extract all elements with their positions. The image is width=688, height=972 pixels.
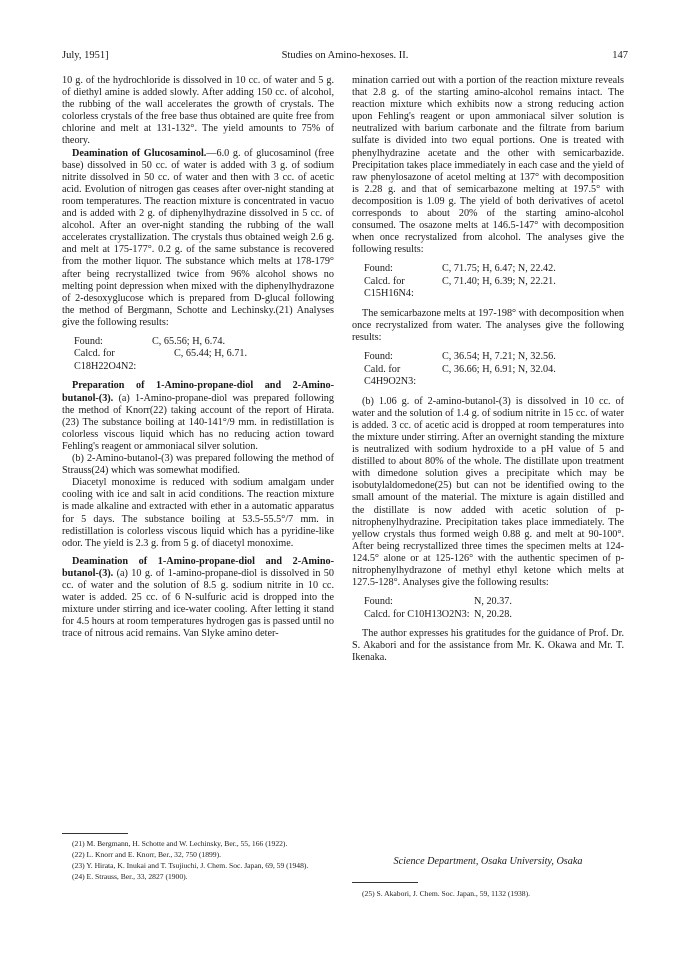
result-row: Found: C, 71.75; H, 6.47; N, 22.42. bbox=[364, 263, 556, 275]
left-column bbox=[62, 75, 334, 640]
section-heading: Deamination of Glucosaminol. bbox=[72, 147, 207, 159]
footnote-21: (21) M. Bergmann, H. Schotte and W. Lechinsky, Ber., 55, 166 (1922). bbox=[72, 839, 288, 848]
result-row: Found: C, 65.56; H, 6.74. bbox=[74, 335, 226, 347]
paragraph-acknowledgement: The author expresses his gratitudes for the guidance of Prof. Dr. S. Akabori and for the assistance from Mr. K. Okawa and Mr. T. Ikenaka. bbox=[352, 628, 624, 664]
right-column bbox=[352, 75, 624, 664]
footnotes-left bbox=[62, 838, 334, 882]
footnote-22: (22) L. Knorr and E. Knorr, Ber., 32, 750 (1899). bbox=[72, 850, 222, 859]
paragraph-prep-b: (b) 2-Amino-butanol-(3) was prepared following the method of Strauss(24) which was somewhat modified. bbox=[62, 453, 334, 477]
header-running-title: Studies on Amino-hexoses. II. bbox=[281, 50, 409, 61]
result-row: Calcd. for C10H13O2N3: N, 20.28. bbox=[364, 608, 512, 620]
paragraph-free-base: 10 g. of the hydrochloride is dissolved in 10 cc. of water and 5 g. of diethyl amine is added slowly. After adding 150 cc. of alcohol, the rubbing of the wall accelerates the growth of crystals. The colorless crystals of the free base thus obtained are quite free from chlorine and melt at 131-132°. The yield amounts to 75% of theory. bbox=[62, 75, 334, 147]
result-row: Found: N, 20.37. bbox=[364, 596, 512, 608]
section-text: (a) 1-Amino-propane-diol was prepared following the method of Knorr(22) taking account of the report of Hirata.(23) The substance boiling at 140-141°/9 mm. in redistillation is colorless viscous liquid which has no reducing action toward Fehling's reagent or ammoniacal silver solution. bbox=[62, 392, 334, 452]
footnote-rule bbox=[352, 882, 418, 883]
paragraph-semicarbazone: The semicarbazone melts at 197-198° with decomposition when once recrystalized from water. The analyses give the following results: bbox=[352, 307, 624, 344]
footnote-rule bbox=[62, 833, 128, 834]
section-preparation bbox=[62, 380, 334, 453]
footnotes-right bbox=[352, 888, 624, 899]
paragraph-continuation: mination carried out with a portion of the reaction mixture reveals that 2.8 g. of the starting amino-alcohol remains intact. The reaction mixture which exhibits now a strong reducing action upon Fehling's reagent or upon ammoniacal silver solution is neutralized with barium carbonate and the filtrate from barium sulfate is divided into two equal portions. One is treated with phenylhydrazine acetate and the other with semicarbazide. Precipitation takes place immediately in each case and the yield of raw phenylosazone of acetol melting at 137° with decomposition is 2.28 g. and that of semicarbazone melting at 197.5° with decomposition is 1.09 g. The yield of both derivatives of acetol corresponds to about 20% of the starting amino-alcohol consumed. The osazone melts at 146.5-147° with decomposition when once recrystalized from alcohol. The analyses give the following results: bbox=[352, 75, 624, 256]
result-row: Cald. for C4H9O2N3: C, 36.66; H, 6.91; N, 32.04. bbox=[364, 363, 556, 388]
affiliation: Science Department, Osaka University, Osaka bbox=[393, 856, 583, 867]
section-heading: Preparation of 1-Amino-propane-diol and 2-Amino-butanol-(3). bbox=[62, 380, 334, 404]
footnote-23: (23) Y. Hirata, K. Inukai and T. Tsujiuchi, J. Chem. Soc. Japan, 69, 59 (1948). bbox=[72, 861, 309, 870]
section-deamination-amino-alcohols bbox=[62, 556, 334, 641]
running-header bbox=[62, 50, 628, 64]
analysis-results-4 bbox=[364, 596, 624, 621]
section-heading: Deamination of 1-Amino-propane-diol and 2-Amino-butanol-(3). bbox=[62, 555, 334, 579]
analysis-results-1 bbox=[74, 336, 334, 374]
result-row: Calcd. for C15H16N4: C, 71.40; H, 6.39; N, 22.21. bbox=[364, 275, 556, 300]
section-text: —6.0 g. of glucosaminol (free base) dissolved in 50 cc. of water is added with 3 g. of sodium nitrite dissolved in 50 cc. of water and then with 3 cc. of acetic acid. Evolution of nitrogen gas ceases after over-night standing at room temperatures. The reaction mixture is concentrated in vacuo and is added with 2 g. of diphenylhydrazine dissolved in 5 cc. of alcohol. After an over-night standing the rubbing of the wall accelerates crystallization. The crystals thus obtained weigh 2.6 g. and melt at 175-177°. 0.2 g. of the same substance is recovered from the mother liquor. The substance which melts at 178-179° after being recrystallized twice from 96% alcohol shows no melting point depression when mixed with the diphenylhydrazone of 2-desoxyglucose which is prepared from D-glucal following the method of Bergmann, Schotte and Lechinsky.(21) Analyses give the following results: bbox=[62, 147, 334, 328]
section-text: (a) 10 g. of 1-amino-propane-diol is dissolved in 50 cc. of water and the solution of 8.5 g. sodium nitrite in 10 cc. water is added. 25 cc. of 6 N-sulfuric acid is dropped into the mixture under stirring and ice-water cooling. After letting it stand for 4.5 hours at room temperatures hydrogen gas is passed until no trace of nitrous acid remains. Van Slyke amino deter- bbox=[62, 567, 334, 640]
result-row: Calcd. for C18H22O4N2: C, 65.44; H, 6.71. bbox=[74, 348, 248, 372]
analysis-results-2 bbox=[364, 263, 624, 301]
footnote-24: (24) E. Strauss, Ber., 33, 2827 (1900). bbox=[72, 872, 188, 881]
paragraph-prep-c: Diacetyl monoxime is reduced with sodium amalgam under cooling with ice and salt in acid conditions. The reaction mixture is made alkaline and extracted with ether in a automatic apparatus for 5 days. The substance boiling at 53.5-55.5°/7 mm. in redistillation is colorless viscous liquid which has a pyridine-like odor. The yield is 2.3 g. from 5 g. of diacetyl monoxime. bbox=[62, 477, 334, 549]
result-row: Found: C, 36.54; H, 7.21; N, 32.56. bbox=[364, 351, 556, 363]
section-deamination-glucosaminol bbox=[62, 148, 334, 329]
header-page-number: 147 bbox=[612, 50, 628, 61]
paragraph-part-b: (b) 1.06 g. of 2-amino-butanol-(3) is dissolved in 10 cc. of water and the solution of 1.4 g. of sodium nitrite in 15 cc. of water is added. 3 cc. of acetic acid is dropped at room temperatures into the mixture under stirring. After an overnight standing the mixture is neutralized with sodium hydroxide to a pH value of 5 and distilled to about 80% of the whole. The distillate upon treatment with dimedone solution gives a precipitate which may be isobutylaldomedone(25) but can not be identified owing to the small amount of the material. The mixture is again distilled and the distillate is now added with acetic solution of p-nitrophenylhydrazine. Precipitation takes place immediately. The yellow crystals thus formed weigh 0.88 g. and melt at 90-100°. After being recrystallized three times the specimen melts at 124-124.5° alone or at 125-126° with the authentic specimen of p-nitrophenylhydrazone of methyl ethyl ketone which melts at 127.5-128°. Analyses give the following results: bbox=[352, 395, 624, 589]
header-date: July, 1951] bbox=[62, 50, 109, 61]
analysis-results-3 bbox=[364, 351, 624, 389]
footnote-25: (25) S. Akabori, J. Chem. Soc. Japan., 59, 1132 (1938). bbox=[362, 889, 531, 898]
